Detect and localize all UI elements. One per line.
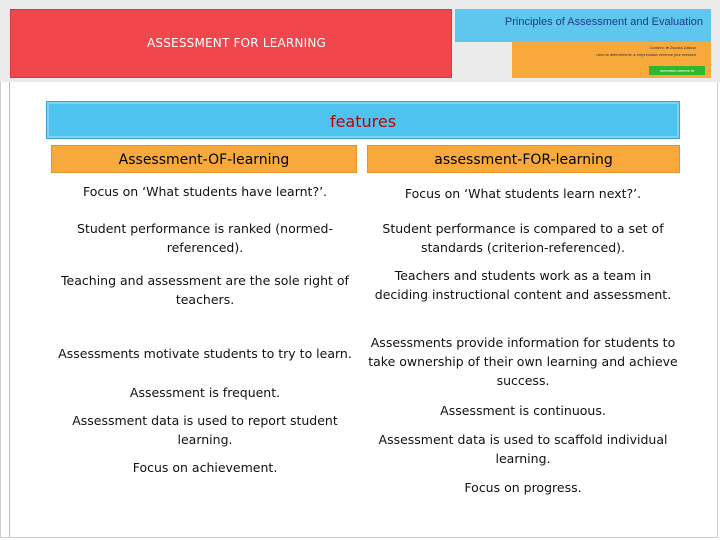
left-item-focus: Focus on ‘What students have learnt?’. bbox=[82, 184, 328, 199]
right-item-team: Teachers and students work as a team in deciding instructional content and assessment. bbox=[374, 268, 672, 302]
left-item-achievement: Focus on achievement. bbox=[132, 460, 278, 475]
right-item-compared: Student performance is compared to a set of standards (criterion-referenced). bbox=[382, 221, 664, 255]
left-item-motivate: Assessments motivate students to try to learn. bbox=[58, 346, 352, 361]
left-item-frequent: Assessment is frequent. bbox=[129, 385, 281, 400]
info-line-1: Content: ►Zsuzsa Zatkan bbox=[649, 45, 696, 50]
left-item-teachers: Teaching and assessment are the sole right of teachers. bbox=[61, 273, 349, 307]
right-item-progress: Focus on progress. bbox=[464, 480, 582, 495]
features-heading: features bbox=[46, 101, 680, 139]
left-item-ranked: Student performance is ranked (normed-referenced). bbox=[77, 221, 333, 255]
left-item-report: Assessment data is used to report student learning. bbox=[72, 413, 338, 447]
right-item-continuous: Assessment is continuous. bbox=[440, 403, 606, 418]
right-column-heading: assessment-FOR-learning bbox=[367, 145, 680, 173]
tag-badge: mmmmm ammm m bbox=[649, 66, 705, 75]
left-divider bbox=[9, 82, 10, 537]
left-column-heading: Assessment-OF-learning bbox=[51, 145, 357, 173]
topic-title: Principles of Assessment and Evaluation bbox=[455, 9, 711, 42]
right-item-ownership: Assessments provide information for students to take ownership of their own learning and achieve success. bbox=[368, 335, 678, 388]
block-title: ASSESSMENT FOR LEARNING bbox=[147, 36, 327, 50]
right-item-scaffold: Assessment data is used to scaffold individual learning. bbox=[378, 432, 668, 466]
right-item-focus: Focus on ‘What students learn next?’. bbox=[404, 186, 642, 201]
info-line-2: ubro la determinerá: a empresidad verrinne jeur messen bbox=[596, 52, 696, 57]
